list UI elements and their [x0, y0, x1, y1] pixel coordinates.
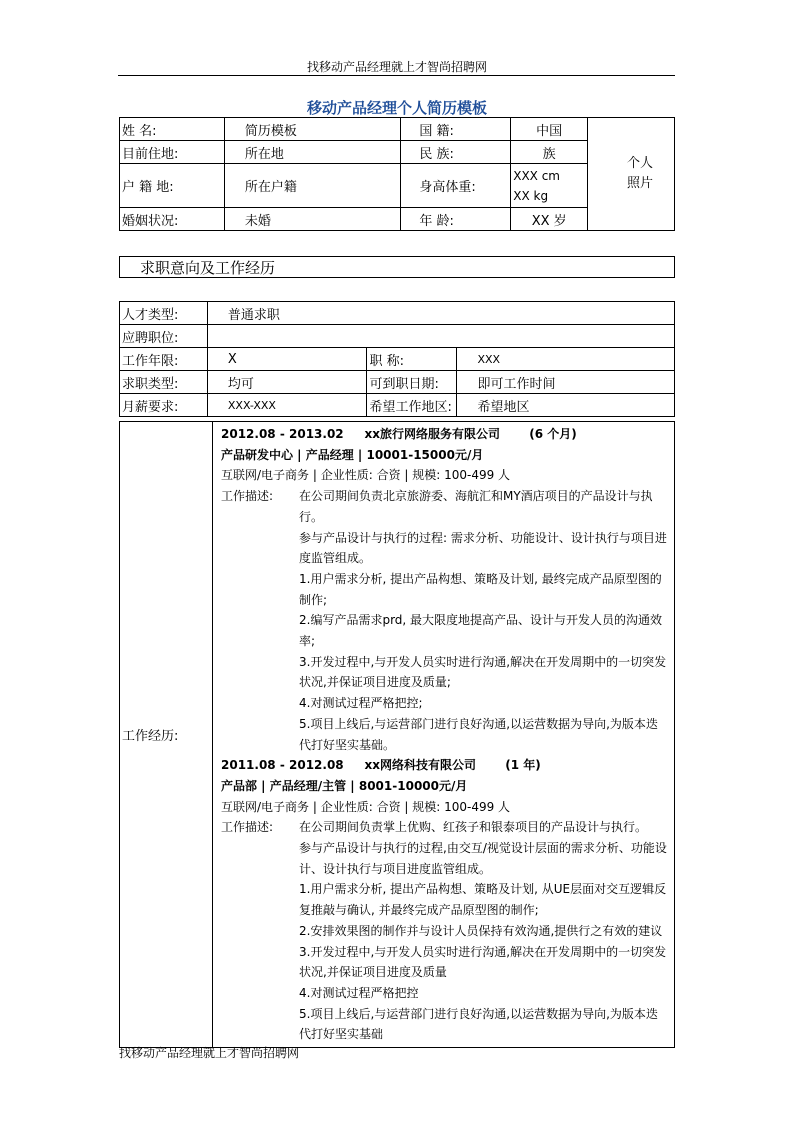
page-footer: 找移动产品经理就上才智尚招聘网 — [119, 1046, 300, 1060]
talent-type-value: 普通求职 — [207, 302, 674, 325]
experience-label: 工作经历: — [120, 422, 213, 1048]
job-type-label: 求职类型: — [120, 371, 208, 394]
age-label: 年 龄: — [401, 208, 511, 231]
entry-2-line-4: 2.安排效果图的制作并与设计人员保持有效沟通,提供行之有效的建议 — [299, 923, 663, 938]
entry-1-line-7: 5.项目上线后,与运营部门进行良好沟通,以运营数据为导向,为版本迭代打好坚实基础。 — [299, 716, 658, 752]
talent-type-label: 人才类型: — [120, 302, 208, 325]
salary-value: XXX-XXX — [207, 394, 367, 417]
ethnicity-label: 民 族: — [401, 141, 511, 164]
entry-1-desc-label: 工作描述: — [221, 489, 274, 504]
entry-2-line-6: 4.对测试过程严格把控 — [299, 985, 419, 1000]
entry-1-line-4: 2.编写产品需求prd, 最大限度地提高产品、设计与开发人员的沟通效率; — [299, 613, 663, 649]
entry-2-role: 产品部 | 产品经理/主管 | 8001-10000元/月 — [221, 778, 468, 793]
job-type-value: 均可 — [207, 371, 367, 394]
entry-1-meta: 互联网/电子商务 | 企业性质: 合资 | 规模: 100-499 人 — [221, 468, 511, 483]
marital-label: 婚姻状况: — [120, 208, 225, 231]
weight-value: XX kg — [513, 188, 549, 203]
section-title: 求职意向及工作经历 — [119, 256, 675, 278]
entry-2-line-5: 3.开发过程中,与开发人员实时进行沟通,解决在开发周期中的一切突发状况,并保证项目进度及质量 — [299, 944, 667, 980]
ethnicity-value: 族 — [511, 141, 588, 164]
entry-2-heading: 2011.08 - 2012.08 xx网络科技有限公司 (1 年) — [221, 758, 541, 773]
entry-1-role: 产品研发中心 | 产品经理 | 10001-15000元/月 — [221, 447, 484, 462]
document-title: 移动产品经理个人简历模板 — [306, 99, 487, 117]
available-label: 可到职日期: — [367, 371, 457, 394]
title-value: XXX — [457, 348, 675, 371]
marital-value: 未婚 — [224, 208, 401, 231]
header-rule — [118, 75, 675, 76]
entry-2-meta: 互联网/电子商务 | 企业性质: 合资 | 规模: 100-499 人 — [221, 799, 511, 814]
residence-value: 所在地 — [224, 141, 401, 164]
salary-label: 月薪要求: — [120, 394, 208, 417]
personal-info-table — [119, 117, 675, 231]
entry-1-line-2: 参与产品设计与执行的过程: 需求分析、功能设计、设计执行与项目进度监管组成。 — [299, 530, 667, 566]
height-value: XXX cm — [513, 168, 560, 183]
available-value: 即可工作时间 — [457, 371, 675, 394]
region-value: 希望地区 — [457, 394, 675, 417]
years-label: 工作年限: — [120, 348, 208, 371]
height-weight-label: 身高体重: — [401, 164, 511, 208]
entry-2-line-1: 在公司期间负责掌上优购、红孩子和银泰项目的产品设计与执行。 — [299, 820, 648, 835]
entry-2-line-2: 参与产品设计与执行的过程,由交互/视觉设计层面的需求分析、功能设计、设计执行与项目进度监管组成。 — [299, 841, 667, 876]
nationality-label: 国 籍: — [401, 118, 511, 141]
entry-1-line-1: 在公司期间负责北京旅游委、海航汇和MY酒店项目的产品设计与执行。 — [299, 489, 653, 524]
age-value: XX 岁 — [511, 208, 588, 231]
position-label: 应聘职位: — [120, 325, 208, 348]
photo-placeholder — [588, 118, 675, 231]
entry-2-line-3: 1.用户需求分析, 提出产品构想、策略及计划, 从UE层面对交互逻辑反复推敲与确认, 并最终完成产品原型图的制作; — [299, 882, 667, 918]
entry-1-line-5: 3.开发过程中,与开发人员实时进行沟通,解决在开发周期中的一切突发状况,并保证项目进度及质量; — [299, 654, 667, 690]
residence-label: 目前住地: — [120, 141, 225, 164]
photo-line-2: 照片 — [627, 176, 654, 191]
hukou-label: 户 籍 地: — [120, 164, 225, 208]
nationality-value: 中国 — [511, 118, 588, 141]
job-intent-table — [119, 301, 675, 417]
years-value: X — [207, 348, 367, 371]
position-value — [207, 325, 674, 348]
entry-2-line-7: 5.项目上线后,与运营部门进行良好沟通,以运营数据为导向,为版本迭代打好坚实基础 — [299, 1006, 658, 1042]
experience-table — [119, 421, 675, 1048]
entry-2-desc-label: 工作描述: — [221, 820, 274, 835]
entry-1-line-3: 1.用户需求分析, 提出产品构想、策略及计划, 最终完成产品原型图的制作; — [299, 571, 662, 607]
region-label: 希望工作地区: — [367, 394, 457, 417]
name-label: 姓 名: — [120, 118, 225, 141]
title-label: 职 称: — [367, 348, 457, 371]
photo-line-1: 个人 — [627, 156, 654, 171]
entry-1-heading: 2012.08 - 2013.02 xx旅行网络服务有限公司 (6 个月) — [221, 427, 577, 441]
entry-1-line-6: 4.对测试过程严格把控; — [299, 696, 423, 711]
hukou-value: 所在户籍 — [224, 164, 401, 208]
page-header: 找移动产品经理就上才智尚招聘网 — [306, 60, 487, 74]
name-value: 简历模板 — [224, 118, 401, 141]
